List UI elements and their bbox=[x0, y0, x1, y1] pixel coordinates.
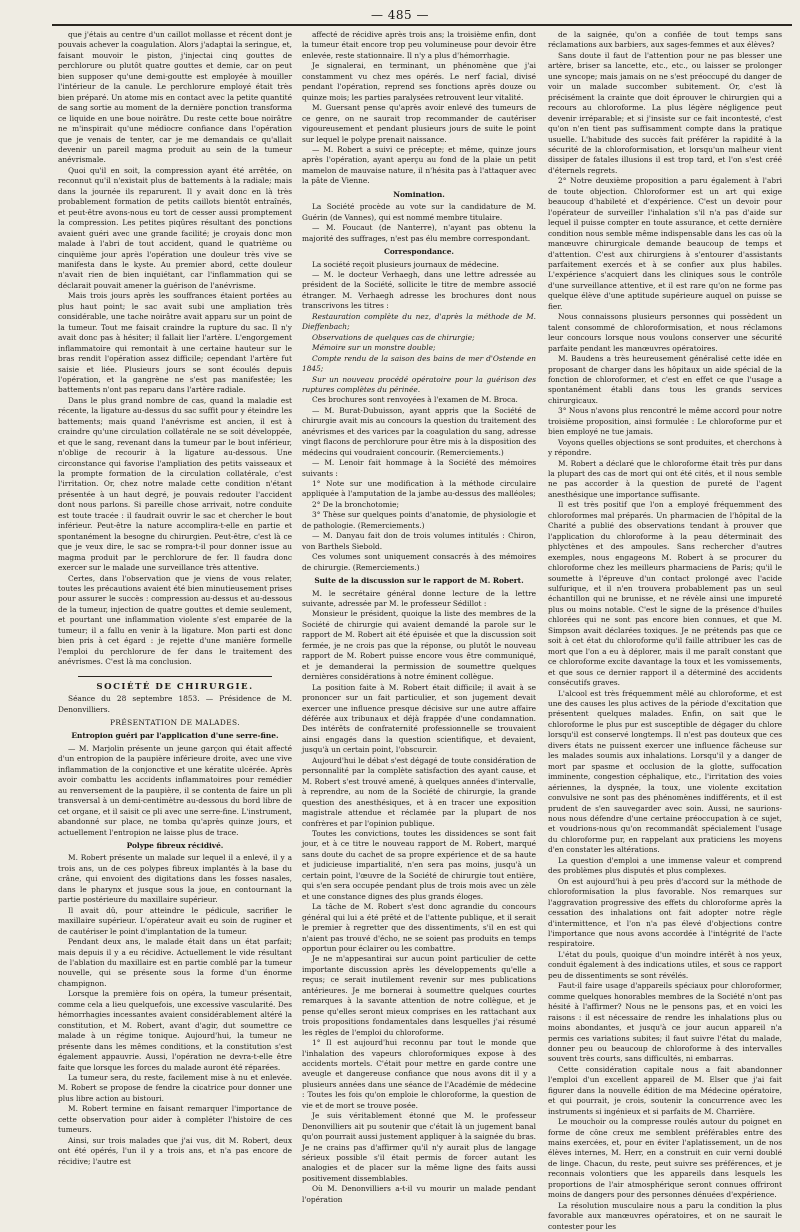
list-item: 1° Note sur une modification à la méthode circulaire appliquée à l'amputation de la jambe au-dessus des malléoles; bbox=[302, 479, 536, 499]
paragraph: Sans doute il faut de l'attention pour ne pas blesser une artère, briser sa lancette, etc., etc., ou laisser se prolonger une syncope; mais jamais on ne s'est préoccupé du danger de voir un malade succomber subitement. Or, c'est là précisément la crainte que doit éprouver le chirurgien qui a recours au chloroforme. La plus légère négligence peut devenir irréparable; et si j'insiste sur ce fait incontesté, c'est qu'on n'en tient pas suffisamment compte dans la pratique usuelle. L'habitude des succès fait préférer la rapidité à la sécurité de la chloroformisation, et lorsqu'un malheur vient dissiper de fatales illusions il est trop tard, et l'on s'est créé d'éternels regrets. bbox=[548, 50, 782, 175]
paragraph: Nous connaissons plusieurs personnes qui possèdent un talent consommé de chloroformisation, et nous réclamons leur concours lorsque nous voulons conserver une sécurité parfaite pendant les manœuvres opératoires. bbox=[548, 312, 782, 353]
column-2 bbox=[302, 30, 536, 1204]
paragraph: Il est très positif que l'on a employé fréquemment des chloroformes mal préparés. Un pharmacien de l'hôpital de la Charité a publié des observations tendant à prouver que l'application du chloroforme à la peau déterminait des phlyctènes et des ampoules. Sans rechercher d'autres exemples, nous engageons M. Robert à se procurer du chloroforme chez les meilleurs pharmaciens de Paris; qu'il le soumette à l'épreuve d'un contact prolongé avec l'acide sulfurique, et il n'en trouvera probablement pas un seul échantillon qui ne brunisse, et ne révèle ainsi une impureté plus ou moins notable. C'est le signe de la présence d'huiles chlorées qui ne sont pas encore bien connues, et que M. Simpson avait déclarées toxiques. Je ne prétends pas que ce soit à cet état du chloroforme qu'il faille attribuer les cas de mort que l'on a eu à déplorer, mais il me paraît constant que ce chloroforme excite davantage la toux et les vomissements, et que sous ce dernier rapport il a déterminé des accidents consécutifs graves. bbox=[548, 500, 782, 688]
paragraph: Lorsque la première fois on opéra, la tumeur présentait, comme cela a lieu quelquefois, une excessive vascularité. Des hémorrhagies incessantes avaient considérablement altéré la constitution, et M. Robert, avant d'agir, dut soumettre ce malade à un régime tonique. Aujourd'hui, la tumeur ne présente dans les mêmes conditions, et la constitution s'est également appauvrie. Aussi, l'opération ne devra-t-elle être faite que lorsque les forces du malade auront été réparées. bbox=[58, 989, 292, 1072]
paragraph: — M. Marjolin présente un jeune garçon qui était affecté d'un entropion de la paupière inférieure droite, avec une vive inflammation de la conjonctive et une kératite ulcérée. Après avoir combattu les accidents inflammatoires pour remédier au renversement de la paupière, il se contenta de faire un pli transversal à un demi-centimètre au-dessous du bord libre de cet organe, et il saisit ce pli avec une serre-fine. L'instrument, abandonné sur place, ne tomba qu'après quinze jours, et actuellement l'entropion ne laisse plus de trace. bbox=[58, 743, 292, 837]
paragraph: M. Robert présente un malade sur lequel il a enlevé, il y a trois ans, un de ces polypes fibreux implantés à la base du crâne, qui envoient des digitations dans les fosses nasales, dans le pharynx et jusque sous la joue, en contournant la partie postérieure du maxillaire supérieur. bbox=[58, 853, 292, 905]
paragraph: — M. Lenoir fait hommage à la Société des mémoires suivants : bbox=[302, 458, 536, 478]
paragraph: La résolution musculaire nous a paru la condition la plus favorable aux manœuvres opératoires, et on ne saurait le contester pour les bbox=[548, 1200, 782, 1231]
paragraph: Je signalerai, en terminant, un phénomène que j'ai constamment vu chez mes opérés. Le nerf facial, divisé pendant l'opération, reprend ses fonctions après douze ou quinze mois; les parties paralysées retrouvent leur vitalité. bbox=[302, 61, 536, 102]
subheading-suite: Suite de la discussion sur le rapport de M. Robert. bbox=[314, 576, 524, 586]
paragraph: Ces brochures sont renvoyées à l'examen de M. Broca. bbox=[312, 395, 518, 405]
paragraph: de la saignée, qu'on a confiée de tout temps sans réclamations aux barbiers, aux sages-femmes et aux élèves? bbox=[548, 30, 782, 50]
paragraph: Pendant deux ans, le malade était dans un état parfait; mais depuis il y a eu récidive. Actuellement le vide résultant de l'ablation du maxillaire est en partie comblé par la tumeur nouvelle, qui se présente sous la forme d'un énorme champignon. bbox=[58, 937, 292, 988]
paragraph: que j'étais au centre d'un caillot mollasse et récent dont je pouvais achever la coagulation. Alors j'adaptai la seringue, et, faisant mouvoir le piston, j'injectai cinq gouttes de perchlorure ou plutôt quatre gouttes et demie, car on peut bien supposer qu'une demi-goutte est employée à mouiller l'intérieur de la canule. Le perchlorure employé était très bien préparé. Un atome mis en contact avec la petite quantité de sang sortie au moment de la dernière ponction transforma ce liquide en une boue noirâtre. Du reste cette boue noirâtre ne m'inspirait qu'une médiocre confiance dans l'opération que je venais de tenter, car je me demandais ce qu'allait devenir un pareil magma produit au sein de la tumeur anévrismale. bbox=[58, 30, 292, 165]
paragraph: M. le secrétaire général donne lecture de la lettre suivante, adressée par M. le professeur Sédillot : bbox=[302, 588, 536, 609]
paragraph: Où M. Denonvilliers a-t-il vu mourir un malade pendant l'opération bbox=[302, 1184, 536, 1204]
column-3 bbox=[548, 30, 782, 1231]
paragraph: Cette considération capitale nous a fait abandonner l'emploi d'un excellent appareil de M. Elser que j'ai fait figurer dans la nouvelle édition de ma Médecine opératoire, et qui pourrait, je crois, soutenir la concurrence avec les instruments si ingénieux et si parfaits de M. Charrière. bbox=[548, 1064, 782, 1116]
paragraph: Ainsi, sur trois malades que j'ai vus, dit M. Robert, deux ont été opérés, l'un il y a trois ans, et n'a pas encore de récidive; l'autre est bbox=[58, 1135, 292, 1166]
paragraph: Voyons quelles objections se sont produites, et cherchons à y répondre. bbox=[548, 437, 782, 458]
page-number: — 485 — bbox=[370, 8, 430, 22]
subheading-entropion: Entropion guéri par l'application d'une serre-fine. bbox=[71, 731, 279, 741]
paragraph: — M. Robert a suivi ce précepte; et même, quinze jours après l'opération, ayant aperçu au fond de la plaie un petit mamelon de mauvaise nature, il n'hésita pas à l'attaquer avec la pâte de Vienne. bbox=[302, 144, 536, 186]
paragraph: 2° Notre deuxième proposition a paru également à l'abri de toute objection. Chloroformer est un art qui exige beaucoup d'habileté et d'expérience. C'est un devoir pour l'opérateur de surveiller l'inhalation s'il n'a pas d'aide sur lequel il puisse compter en toute assurance, et cette dernière condition nous semble même indispensable dans les cas où la manœuvre chirurgicale demande beaucoup de temps et d'attention. C'est aux chirurgiens à s'entourer d'assistants parfaitement exercés et à se confier aux plus habiles. L'expérience s'acquiert dans les cliniques sous le contrôle d'une surveillance attentive, et il est rare qu'on ne forme pas quelque élève d'une aptitude supérieure auquel on puisse se fier. bbox=[548, 176, 782, 311]
paragraph: Il avait dû, pour atteindre le pédicule, sacrifier le maxillaire supérieur. L'opérateur avait eu soin de ruginer et de cautériser le point d'implantation de la tumeur. bbox=[58, 905, 292, 936]
column-1 bbox=[58, 30, 292, 1173]
paragraph: La Société procède au vote sur la candidature de M. Guérin (de Vannes), qui est nommé membre titulaire. bbox=[302, 202, 536, 222]
list-item: 3° Thèse sur quelques points d'anatomie, de physiologie et de pathologie. (Remerciements.) bbox=[302, 510, 536, 530]
meeting-line: Séance du 28 septembre 1853. — Présidence de M. Denonvilliers. bbox=[58, 694, 292, 714]
paragraph: Monsieur le président, quoique la liste des membres de la Société de chirurgie qui avaient demandé la parole sur le rapport de M. Robert ait été épuisée et que la discussion soit fermée, je ne crois pas que la réponse, ou plutôt le nouveau rapport de M. Robert puisse encore vous être communiqué, et je demanderai la permission de soumettre quelques dernières considérations à notre éminent collègue. bbox=[302, 609, 536, 682]
header-rule bbox=[52, 24, 792, 26]
paragraph: La question d'emploi a une immense valeur et comprend des problèmes plus disputés et plus complexes. bbox=[548, 855, 782, 876]
paragraph: L'alcool est très fréquemment mêlé au chloroforme, et est une des causes les plus actives de la période d'excitation que présentent quelques malades. Enfin, on sait que le chloroforme le plus pur est susceptible de dégager du chlore lorsqu'il est conservé longtemps. Il n'est pas douteux que ces divers états ne puissent exercer une influence fâcheuse sur les malades soumis aux inhalations. Lorsqu'il y a danger de mort par spasme et occlusion de la glotte, suffocation imminente, congestion céphalique, etc., l'irritation des voies aériennes, la dyspnée, la toux, une violente excitation convulsive ne sont pas des phénomènes indifférents, et il est prudent de s'en sauvegarder avec soin. Aussi, ne saurions-nous nous défendre d'une certaine préoccupation à ce sujet, et voudrions-nous qu'on recommandât spécialement l'usage du chloroforme pur, en rappelant aux praticiens les moyens d'en constater les altérations. bbox=[548, 688, 782, 855]
paragraph: 3° Nous n'avons plus rencontré le même accord pour notre troisième proposition, ainsi formulée : Le chloroforme pur et bien employé ne tue jamais. bbox=[548, 406, 782, 437]
title-line: Observations de quelques cas de chirurgie; bbox=[312, 332, 475, 342]
paragraph: Mais trois jours après les souffrances étaient portées au plus haut point; le sac avait subi une ampliation très considérable, une tache noirâtre avait apparu sur un point de la tumeur. Tout me faisait craindre la rupture du sac. Il n'y avait donc pas à hésiter; il fallait lier l'artère. L'engorgement inflammatoire qui remontait à une certaine hauteur sur le bras rendit l'opération assez difficile; cependant l'artère fut saisie et liée. Plusieurs jours se sont écoulés depuis l'opération, et la gangrène ne s'est pas manifestée; les battements n'ont pas reparu dans l'artère radiale. bbox=[58, 291, 292, 395]
paragraph: Aujourd'hui le débat s'est dégagé de toute considération de personnalité par la complète satisfaction des ayant cause, et M. Robert s'est trouvé amené, à quelques années d'intervalle, à reprendre, au nom de la Société de chirurgie, la grande question des anesthésiques, et à en tracer une exposition magistrale attendue et réclamée par la plupart de nos confrères et par l'opinion publique. bbox=[302, 755, 536, 828]
paragraph: La société reçoit plusieurs journaux de médecine. bbox=[312, 259, 499, 269]
subheading-presentation: PRÉSENTATION DE MALADES. bbox=[110, 718, 240, 727]
paragraph: L'état du pouls, quoique d'un moindre intérêt à nos yeux, conduit également à des indications utiles, et sous ce rapport peu de dissentiments se sont révélés. bbox=[548, 949, 782, 980]
paragraph: Dans le plus grand nombre de cas, quand la maladie est récente, la ligature au-dessus du sac suffit pour y éteindre les battements; mais quand l'anévrisme est ancien, il est à craindre qu'une circulation collatérale ne se soit développée, et que le sang, revenant dans la tumeur par le bout inférieur, n'oblige de recourir à la ligature au-dessous. Une circonstance qui favorise l'ampliation des petits vaisseaux et la prompte formation de la circulation collatérale, c'est l'irritation. Or, chez notre malade cette condition n'étant présentée à un haut degré, je pouvais redouter l'accident dont nous parlons. Si pareille chose arrivait, notre conduite est toute tracée : il faudrait ouvrir le sac et chercher le bout inférieur. Peut-être la nature accomplira-t-elle en partie et spontanément la besogne du chirurgien. Peut-être, c'est là ce que je veux dire, le sac se rompra-t-il pour donner issue au magma produit par le perchlorure de fer. Il faudra donc exercer sur le malade une surveillance très attentive. bbox=[58, 395, 292, 573]
paragraph: La position faite à M. Robert était difficile; il avait à se prononcer sur un fait particulier, et son jugement devait exercer une influence presque décisive sur une autre affaire déférée aux tribunaux et déjà frappée d'une condamnation. Des intérêts de confraternité professionnelle se trouvaient ainsi engagés dans la question scientifique, et devaient, jusqu'à un certain point, l'obscurcir. bbox=[302, 682, 536, 755]
paragraph: La tumeur sera, du reste, facilement mise à nu et enlevée. M. Robert se propose de fendre la cicatrice pour donner une plus libre action au bistouri. bbox=[58, 1072, 292, 1103]
subheading-correspondance: Correspondance. bbox=[383, 247, 455, 257]
subheading-polype: Polype fibreux récidivé. bbox=[126, 840, 224, 850]
paragraph: Le mouchoir ou la compresse roulés autour du poignet en forme de cône creux me semblent préférables entre des mains exercées, et, pour en éviter l'aplatissement, un de nos élèves internes, M. Herr, en a construit en cuir verni doublé de linge. Chacun, du reste, peut suivre ses préférences, et je reconnais volontiers que les appareils dans lesquels les proportions de l'air atmosphérique seront connues offriront moins de dangers pour des personnes dénuées d'expérience. bbox=[548, 1117, 782, 1200]
paragraph: Toutes les convictions, toutes les dissidences se sont fait jour, et à ce titre le nouveau rapport de M. Robert, marqué sans doute du cachet de sa propre expérience et de sa haute et judicieuse impartialité, n'en sera pas moins, jusqu'à un certain point, l'œuvre de la Société de chirurgie tout entière, qui s'en sera occupée pendant plus de trois mois avec un zèle et une constance dignes des plus grands éloges. bbox=[302, 828, 536, 901]
list-item: 2° De la bronchotomie; bbox=[312, 499, 399, 509]
paragraph: — M. Burat-Dubuisson, ayant appris que la Société de chirurgie avait mis au concours la question du traitement des anévrismes et des varices par la coagulation du sang, adresse vingt flacons de perchlorure pour être mis à la disposition des médecins qui voudraient concourir. (Remerciements.) bbox=[302, 405, 536, 457]
paragraph: Certes, dans l'observation que je viens de vous relater, toutes les précautions avaient été bien minutieusement prises pour assurer le succès : compression au-dessus et au-dessous de la tumeur, injection de quatre gouttes et demie seulement, et pourtant une inflammation violente s'est emparée de la tumeur; il a fallu en venir à la ligature. Mon parti est donc bien pris à cet égard : je rejette d'une manière formelle l'emploi du perchlorure de fer dans le traitement des anévrismes. C'est là ma conclusion. bbox=[58, 573, 292, 667]
paragraph: Ces volumes sont uniquement consacrés à des mémoires de chirurgie. (Remerciements.) bbox=[302, 552, 536, 572]
paragraph: Je ne m'appesantirai sur aucun point particulier de cette importante discussion après les développements qu'elle a reçus; ce serait inutilement revenir sur mes publications antérieures. Je me bornerai à soumettre quelques courtes remarques à la savante attention de notre collègue, et je pense qu'elles seront mieux comprises en les rattachant aux trois propositions fondamentales dans lesquelles j'ai résumé les règles de l'emploi du chloroforme. bbox=[302, 954, 536, 1037]
title-line: Compte rendu de la saison des bains de mer d'Ostende en 1845; bbox=[302, 353, 536, 374]
paragraph: — M. le docteur Verhaegh, dans une lettre adressée au président de la Société, sollicite le titre de membre associé étranger. M. Verhaegh adresse les brochures dont nous transcrivons les titres : bbox=[302, 269, 536, 311]
paragraph: M. Robert termine en faisant remarquer l'importance de cette observation pour aider à compléter l'histoire de ces tumeurs. bbox=[58, 1104, 292, 1135]
paragraph: affecté de récidive après trois ans; la troisième enfin, dont la tumeur était encore trop peu volumineuse pour devoir être enlevée, reste stationnaire. Il n'y a plus d'hémorrhagie. bbox=[302, 30, 536, 60]
title-line: Mémoire sur un monstre double; bbox=[312, 343, 436, 353]
section-heading-society: SOCIÉTÉ DE CHIRURGIE. bbox=[96, 681, 254, 692]
paragraph: — M. Danyau fait don de trois volumes intitulés : Chiron, von Barthels Siebold. bbox=[302, 531, 536, 551]
paragraph: Je suis véritablement étonné que M. le professeur Denonvilliers ait pu soutenir que c'était là un jugement banal qu'on pourrait aussi justement appliquer à la saignée du bras. Je ne crains pas d'affirmer qu'il n'y aurait plus de langage sérieux possible s'il était permis de forcer autant les analogies et de placer sur la même ligne des faits aussi positivement dissemblables. bbox=[302, 1111, 536, 1183]
title-line: Restauration complète du nez, d'après la méthode de M. Dieffenbach; bbox=[302, 311, 536, 332]
paragraph: — M. Foucaut (de Nanterre), n'ayant pas obtenu la majorité des suffrages, n'est pas élu membre correspondant. bbox=[302, 223, 536, 243]
paragraph: Faut-il faire usage d'appareils spéciaux pour chloroformer, comme quelques honorables membres de la Société n'ont pas hésité à l'affirmer? Nous ne le pensons pas, et en voici les raisons : il est nécessaire de rendre les inhalations plus ou moins abondantes, et jusqu'à ce jour aucun appareil n'a permis ces variations subites; il faut suivre l'état du malade, donner peu ou beaucoup de chloroforme à des intervalles souvent très courts, sans difficultés, ni embarras. bbox=[548, 981, 782, 1064]
paragraph: 1° Il est aujourd'hui reconnu par tout le monde que l'inhalation des vapeurs chloroformiques expose à des accidents mortels. C'était pour mettre en garde contre une aveugle et dangereuse confiance que nous avons dit il y a plusieurs années dans une séance de l'Académie de médecine : Toutes les fois qu'on emploie le chloroforme, la question de vie et de mort se trouve posée. bbox=[302, 1038, 536, 1110]
subheading-nomination: Nomination. bbox=[393, 189, 445, 199]
paragraph: La tâche de M. Robert s'est donc agrandie du concours général qui lui a été prêté et de l'attente publique, et il serait le premier à regretter que des dissentiments, s'il en est qui n'aient pas trouvé d'écho, ne se soient pas produits en temps opportun pour éclairer ou les combattre. bbox=[302, 902, 536, 953]
paragraph: M. Baudens a très heureusement généralisé cette idée en proposant de charger dans les hôpitaux un aide spécial de la fonction de chloroformer, et c'est en effet ce que l'usage a spontanément établi dans tous les grands services chirurgicaux. bbox=[548, 354, 782, 405]
paragraph: M. Guersant pense qu'après avoir enlevé des tumeurs de ce genre, on ne saurait trop recommander de cautériser vigoureusement et pendant plusieurs jours de suite le point sur lequel le polype prenait naissance. bbox=[302, 103, 536, 144]
section-divider bbox=[78, 676, 272, 677]
paragraph: M. Robert a déclaré que le chloroforme était très pur dans la plupart des cas de mort qui ont été cités, et il nous semble ne pas accorder à la question de pureté de l'agent anesthésique une importance suffisante. bbox=[548, 458, 782, 499]
paragraph: Quoi qu'il en soit, la compression ayant été arrêtée, on reconnut qu'il n'existait plus de battements à la radiale; mais dans la journée ils reparurent. Il y avait donc en là très probablement formation de petits caillots bientôt entraînés, et peut-être avons-nous eu tort de cesser aussi promptement la compression. Les petites piqûres résultant des ponctions avaient guéri avec une grande facilité; je croyais donc mon malade à l'abri de tout accident, quand le quatrième ou cinquième jour après l'opération une douleur très vive se manifesta dans le kyste. Au premier abord, cette douleur n'avait rien de bien inquiétant, car l'inflammation qui se déclarait pouvait amener la guérison de l'anévrisme. bbox=[58, 165, 292, 290]
paragraph: On est aujourd'hui à peu près d'accord sur la méthode de chloroformisation la plus favorable. Nos remarques sur l'aggravation progressive des effets du chloroforme après la cessation des inhalations ont fait adopter notre règle d'intermittence, et l'on n'a pas élevé d'objections contre l'importance que nous avons accordée à l'intégrité de l'acte respiratoire. bbox=[548, 876, 782, 949]
title-line: Sur un nouveau procédé opératoire pour la guérison des ruptures complètes du périnée. bbox=[302, 374, 536, 394]
